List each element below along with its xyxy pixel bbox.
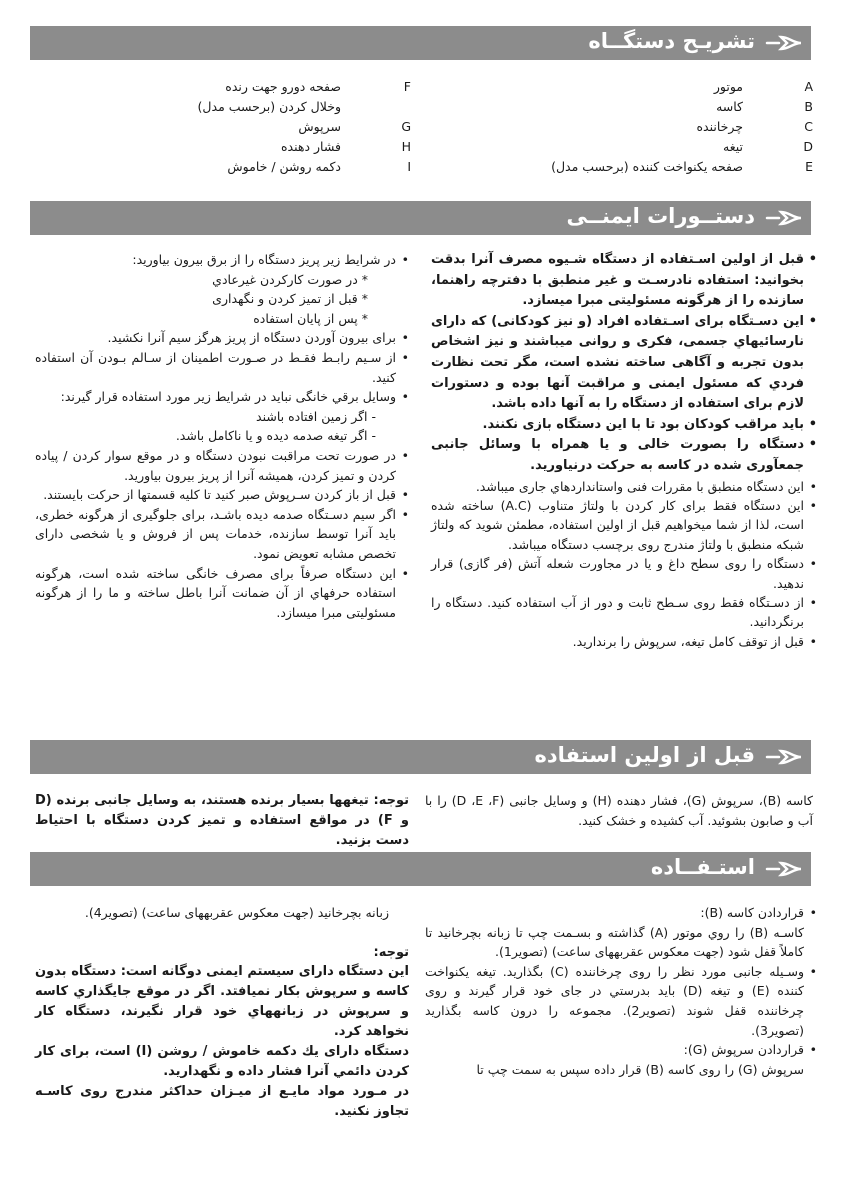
list-item: • این دستگاه صرفاً برای مصرف خانگی ساخته شده است، هرگونه استفاده حرفهاي از آن ضمانت آنرا باطل ساخته و ما را از هرگونه مسئولیتی مبرا میسازد. — [35, 564, 409, 623]
list-item: • از سـیم رابـط فقـط در صـورت اطمینان از سـالم بـودن آن استفاده کنید. — [35, 348, 409, 387]
arrow-icon — [763, 33, 803, 53]
list-item: • باید مراقب کودکان بود تا با این دستگاه بازی نکنند. — [431, 415, 817, 436]
section-title: استـفــاده — [650, 855, 755, 879]
arrow-icon — [763, 859, 803, 879]
list-item: • وسـیله جانبی مورد نظر را روی چرخاننده (C) بگذارید. تیغه یکنواخت کننده (E) و تیغه (D) باید بدرستي در جای خود قرار گیرند و روی چرخاننده قفل شوند (تصویر2). مجموعه را درون کاسه بگذارید (تصویر3). — [425, 962, 817, 1040]
list-item: • این دستگاه فقط برای کار کردن با ولتاژ متناوب (A.C) ساخته شده است، لذا از شما میخواهیم قبل از اولین استفاده، مطمئن شوید که ولتاژ شبکه منطبق با ولتاژ مندرج روی برچسب دستگاه میباشد. — [431, 496, 817, 554]
section-title: قبل از اولین استفاده — [534, 743, 755, 767]
list-item: وخلال کردن (برحسب مدل) — [197, 99, 341, 114]
list-item: • قبل از اولین اسـتفاده از دستگاه شـیوه مصرف آنرا بدقت بخوانید: استفاده نادرسـت و غیر منطبق با دفترچه راهنما، سازنده را از هرگونه مسئولیتی مبرا میسازد. — [431, 250, 817, 312]
section-header-use — [30, 852, 811, 886]
arrow-icon — [763, 208, 803, 228]
before-use-text: کاسه (B)، سرپوش (G)، فشار دهنده (H) و وسایل جانبی (D ،E ،F) را با آب و صابون بشوئید. آب کشیده و خشک کنید. — [425, 793, 813, 828]
list-item: • قراردادن کاسه (B): کاسـه (B) را روي موتور (A) گذاشته و بسـمت چپ تا زبانه بچرخانید تا کاملاً قفل شود (جهت معکوس عقربههای ساعت) (تصویر1). — [425, 903, 817, 962]
section-title: تشریـح دستگــاه — [588, 29, 755, 53]
list-item: E صفحه یکنواخت کننده (برحسب مدل) — [551, 159, 813, 174]
list-item: • این دستگاه منطبق با مقررات فنی واستانداردهاي جاری میباشد. — [431, 477, 817, 496]
list-item: • قبل از باز کردن سـرپوش صبر کنید تا کلیه قسمتها از حرکت بایستند. — [35, 485, 409, 505]
section-title: دستــورات ایمنــی — [566, 204, 755, 228]
section-header-safety — [30, 201, 811, 235]
list-item: • در صورت تحت مراقبت نبودن دستگاه و در موقع سوار کردن / پیاده کردن و تمیز کردن، همیشه آنرا از پریز بیرون بیاورید. — [35, 446, 409, 485]
list-item: • قبل از توقف کامل تیغه، سرپوش را برندارید. — [431, 632, 817, 651]
list-item: G سرپوش — [298, 119, 411, 134]
list-item: D تیغه — [723, 139, 813, 154]
list-item: A موتور — [713, 79, 813, 94]
list-item: B کاسه — [716, 99, 813, 114]
parts-list-right — [503, 77, 813, 177]
list-item: • دستگاه را بصورت خالی و یا همراه با وسائل جانبی جمعآوری شده در کاسه به حرکت درنیاورید. — [431, 435, 817, 476]
section-header-before-first-use — [30, 740, 811, 774]
parts-list-left — [161, 77, 411, 177]
list-item: • وسایل برقي خانگی نباید در شرایط زیر مورد استفاده قرار گیرند: - اگر زمین افتاده باشند - اگر تیغه صدمه دیده و یا ناکامل باشد. — [35, 387, 409, 446]
section-header-description — [30, 26, 811, 60]
safety-column-right — [431, 250, 817, 651]
list-item: • دستگاه را روی سطح داغ و یا در مجاورت شعله آتش (فر گازی) قرار ندهید. — [431, 554, 817, 593]
before-use-note: توجه: تیغهها بسیار برنده هستند، به وسایل جانبی برنده (D و F) در مواقع استفاده و تمیز کردن دستگاه با احتیاط دست بزنید. — [35, 793, 409, 848]
list-item: • اگر سیم دسـتگاه صدمه دیده باشـد، برای جلوگیری از هرگونه خطری، باید آنرا توسط سازنده، خدمات پس از فروش و یا شخصی دارای تخصص مشابه تعویض نمود. — [35, 505, 409, 564]
use-column-left: زبانه بچرخانید (جهت معکوس عقربههای ساعت) (تصویر4). توجه: این دستگاه دارای سیستم ایمنی دوگانه است: دستگاه بدون کاسه و سرپوش بکار نميافتد. اگر در موقع جايگذاري کاسه و سرپوش در زبانههاي خود قرار نگیرند، دستگاه کار نخواهد کرد. دستگاه دارای یك دکمه خاموش / روشن (I) است، برای کار کردن دائمي آنرا فشار داده و نگهدارید. در مـورد مواد مایـع از میـزان حداکثر مندرج روی کاسـه تجاوز نکنید. — [35, 905, 409, 1120]
list-item: • برای بیرون آوردن دستگاه از پریز هرگز سیم آنرا نکشید. — [35, 328, 409, 348]
use-column-right — [425, 903, 817, 1079]
list-item: • قراردادن سرپوش (G): سرپوش (G) را روی کاسه (B) قرار داده سپس به سمت چپ تا — [425, 1040, 817, 1079]
list-item: C چرخاننده — [696, 119, 813, 134]
note-title: توجه: — [373, 944, 409, 960]
list-item: I دکمه روشن / خاموش — [227, 159, 411, 174]
safety-column-left — [35, 250, 409, 622]
list-item: H فشار دهنده — [281, 139, 411, 154]
list-item: F صفحه دورو جهت رنده — [225, 79, 411, 94]
list-item: • از دسـتگاه فقط روی سـطح ثابت و دور از آب استفاده کنید. دستگاه را برنگردانید. — [431, 593, 817, 632]
arrow-icon — [763, 747, 803, 767]
list-item: • در شرایط زیر پریز دستگاه را از برق بیرون بیاورید: * در صورت کارکردن غیرعادي * قبل از تمیز کردن و نگهداری * پس از پایان استفاده — [35, 250, 409, 328]
list-item: • این دسـتگاه برای اسـتفاده افراد (و نیز کودکانی) که دارای نارسائیهاي جسمی، فکری و روانی میباشند و نیز اشخاص بدون تجربه و آگاهی ساخته نشده است، مگر تحت نظارت فردي که مسئول ایمنی و مراقبت آنها بوده و دستورات لازم برای استفاده از دستگاه را به آنها داده باشد. — [431, 312, 817, 415]
